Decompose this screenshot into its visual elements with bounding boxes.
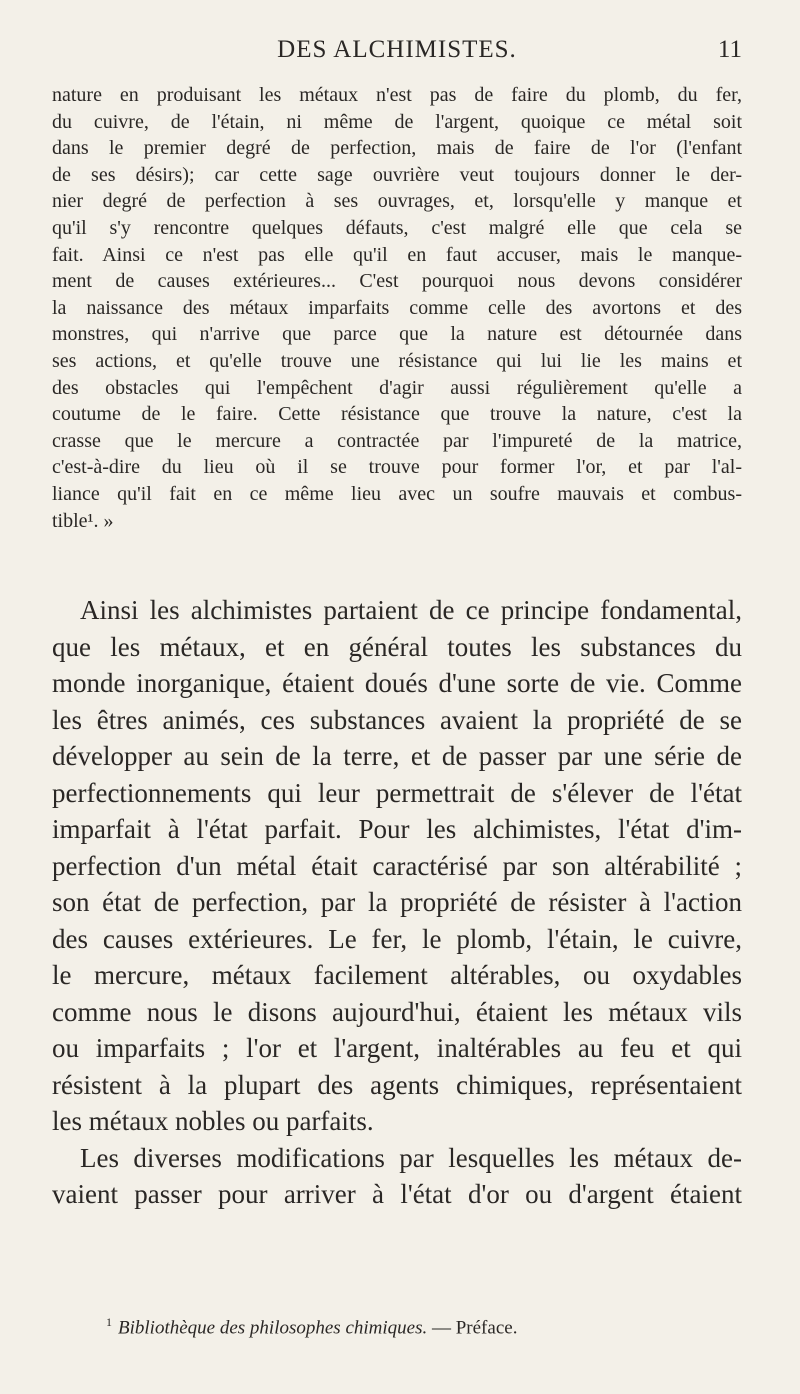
body-line: son état de perfection, par la propriété de résister à l'action bbox=[52, 887, 742, 917]
quote-line: de ses désirs); car cette sage ouvrière veut toujours donner le der- bbox=[52, 163, 742, 186]
body-line: perfectionnements qui leur permettrait de s'élever de l'état bbox=[52, 777, 742, 808]
body-line: monde inorganique, étaient doués d'une sorte de vie. Comme bbox=[52, 668, 742, 698]
quote-line: monstres, qui n'arrive que parce que la nature est détournée dans bbox=[52, 323, 742, 346]
running-header bbox=[52, 36, 742, 70]
quote-line: la naissance des métaux imparfaits comme celle des avortons et des bbox=[52, 296, 742, 319]
quote-line: dans le premier degré de perfection, mais de faire de l'or (l'enfant bbox=[52, 137, 742, 160]
body-line: les êtres animés, ces substances avaient la propriété de se bbox=[52, 704, 742, 735]
quote-line: fait. Ainsi ce n'est pas elle qu'il en faut accuser, mais le manque- bbox=[52, 243, 742, 266]
footnote-source-title: Bibliothèque des philosophes chimiques. bbox=[118, 1317, 428, 1339]
quote-line: crasse que le mercure a contractée par l'impureté de la matrice, bbox=[52, 429, 742, 452]
body-line: Ainsi les alchimistes partaient de ce principe fondamental, bbox=[80, 595, 742, 625]
quote-line: tible¹. » bbox=[52, 509, 114, 532]
footnote bbox=[106, 1310, 746, 1340]
body-line: résistent à la plupart des agents chimiques, représentaient bbox=[52, 1069, 742, 1100]
body-line: perfection d'un métal était caractérisé par son altérabilité ; bbox=[52, 850, 742, 881]
body-line: des causes extérieures. Le fer, le plomb, l'étain, le cuivre, bbox=[52, 923, 742, 954]
footnote-source-section: — Préface. bbox=[427, 1317, 518, 1339]
quote-line: du cuivre, de l'étain, ni même de l'argent, quoique ce métal soit bbox=[52, 110, 742, 133]
page-number: 11 bbox=[717, 36, 742, 63]
quote-line: des obstacles qui l'empêchent d'agir aussi régulièrement qu'elle a bbox=[52, 376, 742, 399]
body-line: vaient passer pour arriver à l'état d'or ou d'argent étaient bbox=[52, 1179, 742, 1209]
body-line: ou imparfaits ; l'or et l'argent, inaltérables au feu et qui bbox=[52, 1033, 742, 1063]
body-line: développer au sein de la terre, et de passer par une série de bbox=[52, 741, 742, 771]
quote-line: coutume de le faire. Cette résistance que trouve la nature, c'est la bbox=[52, 403, 742, 426]
quote-line: nature en produisant les métaux n'est pas de faire du plomb, du fer, bbox=[52, 84, 742, 106]
body-line: que les métaux, et en général toutes les substances du bbox=[52, 631, 742, 662]
quote-line: ses actions, et qu'elle trouve une résistance qui lui lie les mains et bbox=[52, 349, 742, 372]
quote-line: liance qu'il fait en ce même lieu avec un soufre mauvais et combus- bbox=[52, 482, 742, 505]
main-paragraphs bbox=[52, 592, 742, 1213]
quote-line: nier degré de perfection à ses ouvrages, et, lorsqu'elle y manque et bbox=[52, 190, 742, 213]
quote-line: c'est-à-dire du lieu où il se trouve pour former l'or, et par l'al- bbox=[52, 456, 742, 479]
footnote-marker: 1 bbox=[106, 1315, 112, 1329]
quoted-passage bbox=[52, 82, 742, 534]
body-line: imparfait à l'état parfait. Pour les alchimistes, l'état d'im- bbox=[52, 814, 742, 844]
running-title: DES ALCHIMISTES. bbox=[277, 36, 517, 63]
body-line: Les diverses modifications par lesquelles les métaux de- bbox=[80, 1142, 742, 1173]
body-line: les métaux nobles ou parfaits. bbox=[52, 1106, 374, 1136]
body-line: le mercure, métaux facilement altérables, ou oxydables bbox=[52, 960, 742, 990]
quote-line: ment de causes extérieures... C'est pourquoi nous devons considérer bbox=[52, 270, 742, 293]
body-line: comme nous le disons aujourd'hui, étaient les métaux vils bbox=[52, 996, 742, 1027]
quote-line: qu'il s'y rencontre quelques défauts, c'est malgré elle que cela se bbox=[52, 216, 742, 239]
